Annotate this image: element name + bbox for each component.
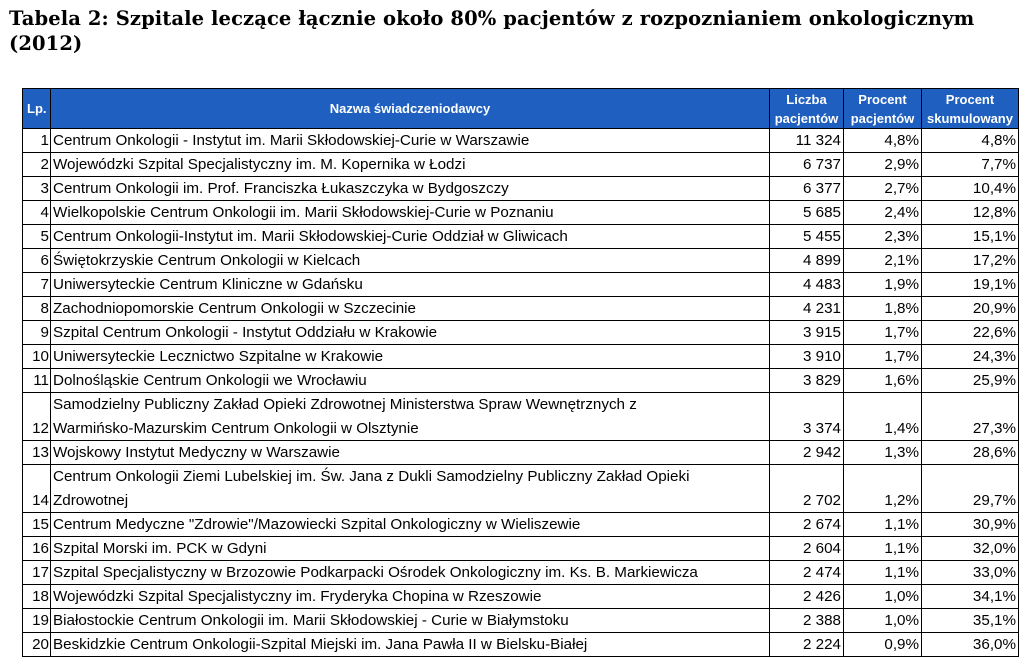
cell-count: 3 915: [770, 321, 844, 345]
cell-count: 2 702: [770, 465, 844, 513]
cell-count: 2 674: [770, 513, 844, 537]
header-count-line-1: Liczba: [786, 91, 827, 107]
cell-count: 2 426: [770, 585, 844, 609]
cell-lp: 2: [23, 153, 51, 177]
table-row: [23, 273, 1019, 297]
header-percent-line-2: pacjentów: [850, 110, 915, 126]
cell-count: 3 910: [770, 345, 844, 369]
cell-cumulative: 20,9%: [922, 297, 1019, 321]
cell-name: Centrum Medyczne "Zdrowie"/Mazowiecki Szpital Onkologiczny w Wieliszewie: [51, 513, 770, 537]
table-row: [23, 345, 1019, 369]
caption-line-2: (2012): [9, 32, 83, 55]
table-row: [23, 441, 1019, 465]
cell-name: Białostockie Centrum Onkologii im. Marii Skłodowskiej - Curie w Białymstoku: [51, 609, 770, 633]
table-row: [23, 609, 1019, 633]
cell-count: 4 231: [770, 297, 844, 321]
cell-lp: 13: [23, 441, 51, 465]
cell-cumulative: 34,1%: [922, 585, 1019, 609]
cell-name: Szpital Specjalistyczny w Brzozowie Podkarpacki Ośrodek Onkologiczny im. Ks. B. Markiewicza: [51, 561, 770, 585]
table-row: [23, 249, 1019, 273]
cell-percent: 1,2%: [844, 465, 922, 513]
cell-percent: 2,3%: [844, 225, 922, 249]
hospital-table: [22, 88, 1019, 657]
cell-percent: 1,0%: [844, 609, 922, 633]
cell-lp: 18: [23, 585, 51, 609]
cell-percent: 0,9%: [844, 633, 922, 657]
cell-name: [51, 393, 770, 441]
cell-lp: 11: [23, 369, 51, 393]
cell-name: Wojewódzki Szpital Specjalistyczny im. M. Kopernika w Łodzi: [51, 153, 770, 177]
cell-cumulative: 15,1%: [922, 225, 1019, 249]
cell-count: 5 455: [770, 225, 844, 249]
cell-cumulative: 24,3%: [922, 345, 1019, 369]
cell-lp: 7: [23, 273, 51, 297]
table-row: [23, 465, 1019, 513]
table-caption: [9, 6, 1014, 56]
cell-name: Zachodniopomorskie Centrum Onkologii w Szczecinie: [51, 297, 770, 321]
header-name: Nazwa świadczeniodawcy: [51, 89, 770, 129]
cell-percent: 2,9%: [844, 153, 922, 177]
table-row: [23, 585, 1019, 609]
header-cumulative-line-1: Procent: [945, 91, 995, 107]
cell-percent: 4,8%: [844, 129, 922, 153]
cell-count: 2 224: [770, 633, 844, 657]
table-row: [23, 201, 1019, 225]
cell-cumulative: 4,8%: [922, 129, 1019, 153]
cell-lp: 12: [23, 393, 51, 441]
cell-name: Wojskowy Instytut Medyczny w Warszawie: [51, 441, 770, 465]
cell-cumulative: 19,1%: [922, 273, 1019, 297]
table-row: [23, 633, 1019, 657]
cell-lp: 9: [23, 321, 51, 345]
table-row: [23, 297, 1019, 321]
table-row: [23, 561, 1019, 585]
cell-percent: 1,1%: [844, 513, 922, 537]
cell-percent: 1,4%: [844, 393, 922, 441]
header-percent-line-1: Procent: [858, 91, 907, 107]
cell-name: Uniwersyteckie Centrum Kliniczne w Gdańsku: [51, 273, 770, 297]
caption-line-1: Tabela 2: Szpitale leczące łącznie około 80% pacjentów z rozpoznianiem onkologicznym: [9, 7, 975, 30]
cell-lp: 3: [23, 177, 51, 201]
cell-cumulative: 28,6%: [922, 441, 1019, 465]
cell-name-line-2: Warmińsko-Mazurskim Centrum Onkologii w Olsztynie: [53, 419, 419, 437]
cell-count: 3 374: [770, 393, 844, 441]
cell-lp: 14: [23, 465, 51, 513]
cell-lp: 5: [23, 225, 51, 249]
cell-count: 5 685: [770, 201, 844, 225]
header-cumulative: [922, 89, 1019, 129]
cell-name: Szpital Centrum Onkologii - Instytut Oddziału w Krakowie: [51, 321, 770, 345]
header-count: [770, 89, 844, 129]
cell-count: 6 737: [770, 153, 844, 177]
cell-count: 2 388: [770, 609, 844, 633]
cell-count: 2 604: [770, 537, 844, 561]
header-percent: [844, 89, 922, 129]
cell-name: Wielkopolskie Centrum Onkologii im. Marii Skłodowskiej-Curie w Poznaniu: [51, 201, 770, 225]
cell-cumulative: 35,1%: [922, 609, 1019, 633]
table-header-row: [23, 89, 1019, 129]
table-row: [23, 537, 1019, 561]
table-row: [23, 393, 1019, 441]
table-row: [23, 129, 1019, 153]
cell-count: 2 474: [770, 561, 844, 585]
cell-count: 4 483: [770, 273, 844, 297]
cell-name: Wojewódzki Szpital Specjalistyczny im. Fryderyka Chopina w Rzeszowie: [51, 585, 770, 609]
cell-name: [51, 465, 770, 513]
table-row: [23, 513, 1019, 537]
table-row: [23, 153, 1019, 177]
cell-name-line-2: Zdrowotnej: [53, 491, 129, 509]
cell-cumulative: 32,0%: [922, 537, 1019, 561]
cell-percent: 1,9%: [844, 273, 922, 297]
cell-count: 4 899: [770, 249, 844, 273]
cell-name: Centrum Onkologii im. Prof. Franciszka Łukaszczyka w Bydgoszczy: [51, 177, 770, 201]
cell-percent: 2,1%: [844, 249, 922, 273]
cell-lp: 4: [23, 201, 51, 225]
cell-lp: 6: [23, 249, 51, 273]
cell-name: Dolnośląskie Centrum Onkologii we Wrocławiu: [51, 369, 770, 393]
cell-count: 2 942: [770, 441, 844, 465]
cell-cumulative: 30,9%: [922, 513, 1019, 537]
cell-percent: 1,6%: [844, 369, 922, 393]
table-row: [23, 225, 1019, 249]
cell-cumulative: 36,0%: [922, 633, 1019, 657]
table-row: [23, 369, 1019, 393]
cell-name: Świętokrzyskie Centrum Onkologii w Kielcach: [51, 249, 770, 273]
cell-count: 6 377: [770, 177, 844, 201]
cell-lp: 10: [23, 345, 51, 369]
cell-percent: 2,7%: [844, 177, 922, 201]
cell-cumulative: 17,2%: [922, 249, 1019, 273]
cell-cumulative: 33,0%: [922, 561, 1019, 585]
table-row: [23, 177, 1019, 201]
header-lp: Lp.: [23, 89, 51, 129]
cell-cumulative: 22,6%: [922, 321, 1019, 345]
cell-lp: 20: [23, 633, 51, 657]
cell-percent: 1,8%: [844, 297, 922, 321]
cell-percent: 1,3%: [844, 441, 922, 465]
cell-percent: 1,7%: [844, 321, 922, 345]
cell-percent: 1,1%: [844, 561, 922, 585]
cell-name: Beskidzkie Centrum Onkologii-Szpital Miejski im. Jana Pawła II w Bielsku-Białej: [51, 633, 770, 657]
table-row: [23, 321, 1019, 345]
cell-lp: 8: [23, 297, 51, 321]
cell-cumulative: 7,7%: [922, 153, 1019, 177]
cell-lp: 16: [23, 537, 51, 561]
cell-count: 3 829: [770, 369, 844, 393]
cell-cumulative: 27,3%: [922, 393, 1019, 441]
header-count-line-2: pacjentów: [774, 110, 839, 126]
cell-count: 11 324: [770, 129, 844, 153]
cell-cumulative: 12,8%: [922, 201, 1019, 225]
header-cumulative-line-2: skumulowany: [927, 110, 1013, 126]
cell-name-line-1: Centrum Onkologii Ziemi Lubelskiej im. Św. Jana z Dukli Samodzielny Publiczny Zakład Opieki: [53, 468, 690, 486]
cell-cumulative: 10,4%: [922, 177, 1019, 201]
cell-lp: 17: [23, 561, 51, 585]
cell-lp: 1: [23, 129, 51, 153]
cell-name-line-1: Samodzielny Publiczny Zakład Opieki Zdrowotnej Ministerstwa Spraw Wewnętrznych z: [53, 396, 637, 413]
cell-percent: 1,0%: [844, 585, 922, 609]
cell-name: Centrum Onkologii-Instytut im. Marii Skłodowskiej-Curie Oddział w Gliwicach: [51, 225, 770, 249]
cell-name: Uniwersyteckie Lecznictwo Szpitalne w Krakowie: [51, 345, 770, 369]
cell-percent: 1,7%: [844, 345, 922, 369]
cell-cumulative: 25,9%: [922, 369, 1019, 393]
cell-cumulative: 29,7%: [922, 465, 1019, 513]
cell-name: Szpital Morski im. PCK w Gdyni: [51, 537, 770, 561]
cell-name: Centrum Onkologii - Instytut im. Marii Skłodowskiej-Curie w Warszawie: [51, 129, 770, 153]
cell-percent: 1,1%: [844, 537, 922, 561]
cell-lp: 19: [23, 609, 51, 633]
cell-percent: 2,4%: [844, 201, 922, 225]
cell-lp: 15: [23, 513, 51, 537]
